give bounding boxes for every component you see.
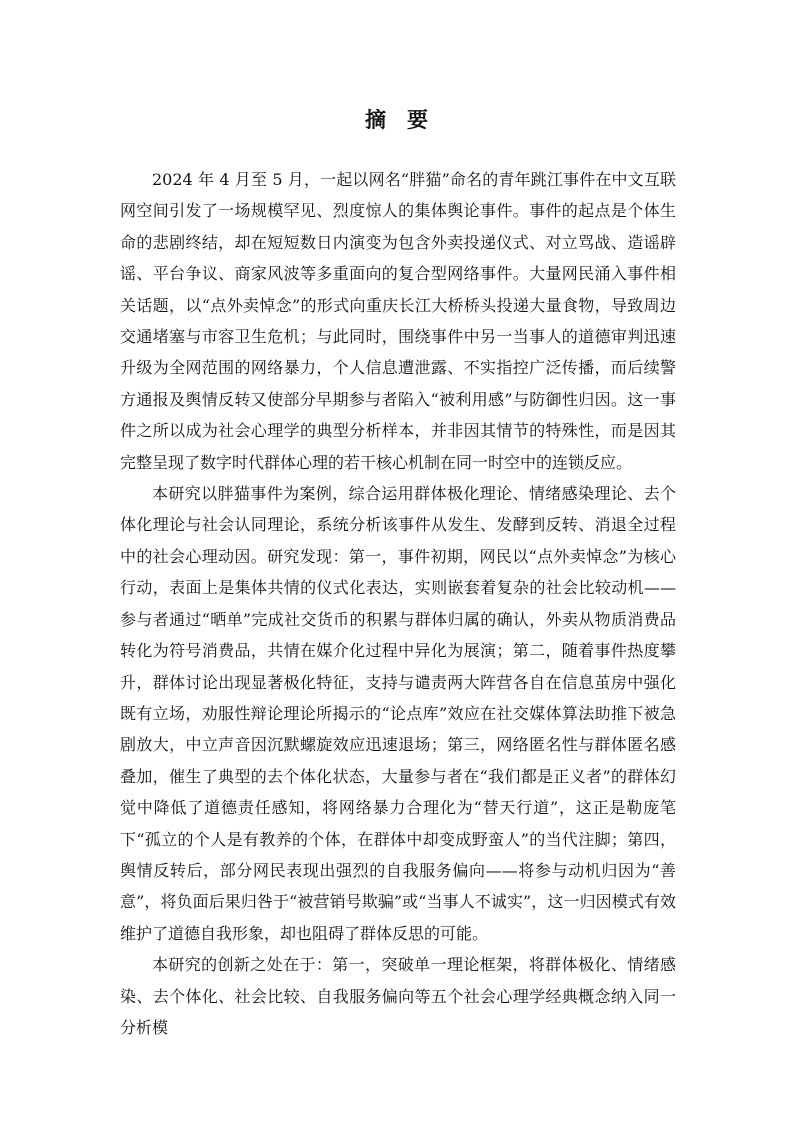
paragraph-2: 本研究以胖猫事件为案例，综合运用群体极化理论、情绪感染理论、去个体化理论与社会认同理论，系统分析该事件从发生、发酵到反转、消退全过程中的社会心理动因。研究发现：第一，事件初期，网民以“点外卖悼念”为核心行动，表面上是集体共情的仪式化表达，实则嵌套着复杂的社会比较动机——参与者通过“晒单”完成社交货币的积累与群体归属的确认，外卖从物质消费品转化为符号消费品，共情在媒介化过程中异化为展演；第二，随着事件热度攀升，群体讨论出现显著极化特征，支持与谴责两大阵营各自在信息茧房中强化既有立场，劝服性辩论理论所揭示的“论点库”效应在社交媒体算法助推下被急剧放大，中立声音因沉默螺旋效应迅速退场；第三，网络匿名性与群体匿名感叠加，催生了典型的去个体化状态，大量参与者在“我们都是正义者”的群体幻觉中降低了道德责任感知，将网络暴力合理化为“替天行道”，这正是勒庞笔下“孤立的个人是有教养的个体，在群体中却变成野蛮人”的当代注脚；第四，舆情反转后，部分网民表现出强烈的自我服务偏向——将参与动机归因为“善意”，将负面后果归咎于“被营销号欺骗”或“当事人不诚实”，这一归因模式有效维护了道德自我形象，却也阻碍了群体反思的可能。 — [120, 484, 676, 943]
page-title: 摘 要 — [365, 107, 428, 132]
paragraph-1: 2024 年 4 月至 5 月，一起以网名“胖猫”命名的青年跳江事件在中文互联网空间引发了一场规模罕见、烈度惊人的集体舆论事件。事件的起点是个体生命的悲剧终结，却在短短数日内演变为包含外卖投递仪式、对立骂战、造谣辟谣、平台争议、商家风波等多重面向的复合型网络事件。大量网民涌入事件相关话题，以“点外卖悼念”的形式向重庆长江大桥桥头投递大量食物，导致周边交通堵塞与市容卫生危机；与此同时，围绕事件中另一当事人的道德审判迅速升级为全网范围的网络暴力，个人信息遭泄露、不实指控广泛传播，而后续警方通报及舆情反转又使部分早期参与者陷入“被利用感”与防御性归因。这一事件之所以成为社会心理学的典型分析样本，并非因其情节的特殊性，而是因其完整呈现了数字时代群体心理的若干核心机制在同一时空中的连锁反应。 — [120, 170, 676, 472]
abstract-body — [120, 164, 676, 1043]
paragraph-3: 本研究的创新之处在于：第一，突破单一理论框架，将群体极化、情绪感染、去个体化、社会比较、自我服务偏向等五个社会心理学经典概念纳入同一分析模 — [120, 955, 676, 1037]
